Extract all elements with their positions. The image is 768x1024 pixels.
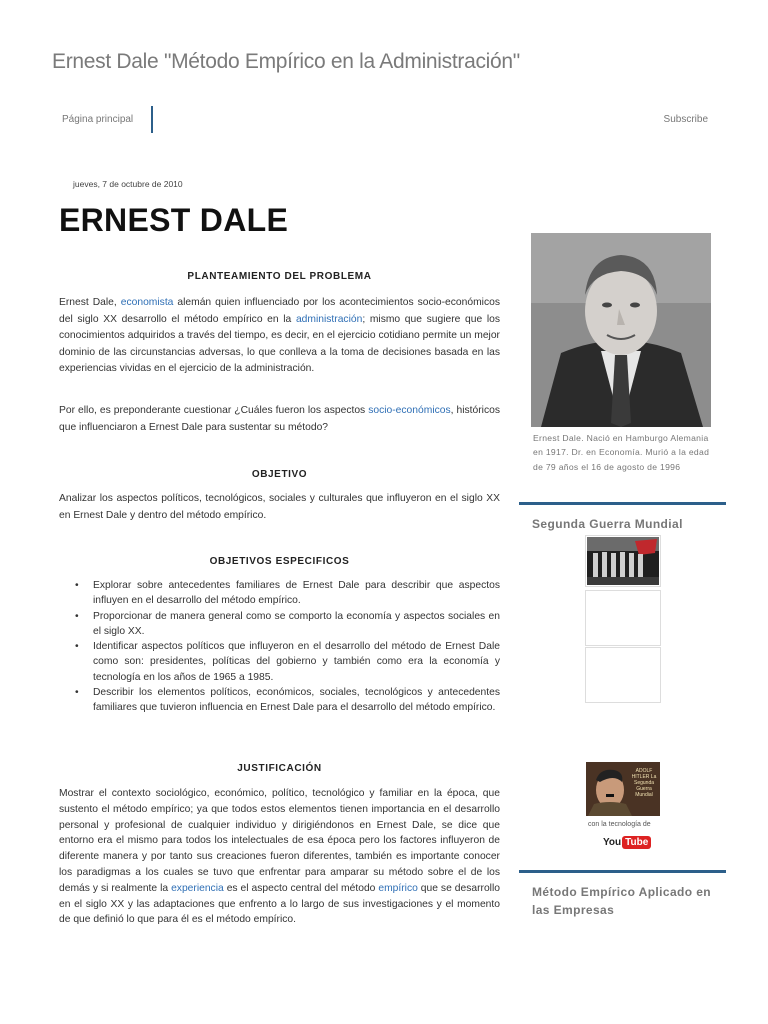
- list-item-text: Describir los elementos políticos, económicos, sociales, tecnológicos y antecedentes familiares que tuvieron influencia en Ernest Dale para el desarrollo del método empírico.: [93, 687, 500, 714]
- paragraph-justificacion: [59, 786, 500, 928]
- section-heading-especificos: OBJETIVOS ESPECIFICOS: [209, 556, 350, 567]
- soldiers-image: [587, 537, 659, 585]
- text-fragment: ; mismo que sugiere que los conocimientos adquiridos a través del tiempo, es decir, en el ejercicio cotidiano permite un mejor dominio de las circunstancias adversas, lo que conlleva a la toma de decisiones basada en las experiencias vividas en el ejercicio de la administración.: [59, 313, 500, 374]
- post-date: jueves, 7 de octubre de 2010: [73, 179, 183, 189]
- nav-bar: [0, 106, 768, 134]
- paragraph-objetivo: Analizar los aspectos políticos, tecnológicos, sociales y culturales que influyeron en el siglo XX en Ernest Dale y dentro del método empírico.: [59, 493, 500, 521]
- paragraph-cuestion: [59, 403, 500, 436]
- subscribe-link[interactable]: Subscribe: [663, 114, 708, 125]
- section-heading-planteamiento: PLANTEAMIENTO DEL PROBLEMA: [187, 271, 372, 282]
- youtube-logo[interactable]: [602, 834, 651, 850]
- link-empirico[interactable]: empírico: [378, 882, 418, 894]
- text-fragment: que se desarrollo en el siglo XX y las adaptaciones que enfrento a lo largo de sus investigaciones y el momento de que definió lo que para él es el método empírico.: [59, 882, 500, 926]
- widget-title-segunda-guerra: Segunda Guerra Mundial: [532, 517, 683, 531]
- photo-caption: Ernest Dale. Nació en Hamburgo Alemania en 1917. Dr. en Economía. Murió a la edad de 79 años el 16 de agosto de 1996: [533, 433, 710, 472]
- blog-title[interactable]: Ernest Dale "Método Empírico en la Administración": [52, 50, 520, 73]
- list-item: [59, 578, 500, 609]
- text-fragment: Ernest Dale,: [59, 297, 121, 308]
- widget-title-metodo-empirico: Método Empírico Aplicado en las Empresas: [532, 885, 712, 917]
- text-fragment: alemán quien influenciado por los acontecimientos socio-económicos del siglo XX desarrollo el método empírico en la: [59, 297, 500, 325]
- paragraph-planteamiento: [59, 295, 500, 378]
- video-thumbnail-3[interactable]: [585, 647, 661, 703]
- portrait-illustration: [531, 233, 711, 427]
- link-experiencia[interactable]: experiencia: [171, 882, 224, 894]
- list-item: [59, 639, 500, 685]
- link-administracion[interactable]: administración: [295, 313, 363, 325]
- hitler-video-thumbnail[interactable]: [586, 762, 660, 816]
- video-thumbnail-2[interactable]: [585, 590, 661, 646]
- post-title: ERNEST DALE: [59, 202, 289, 238]
- section-heading-objetivo: OBJETIVO: [251, 469, 308, 480]
- list-item-text: Proporcionar de manera general como se comporto la economía y aspectos sociales en el siglo XX.: [93, 610, 500, 637]
- text-fragment: Mostrar el contexto sociológico, económico, político, tecnológico y familiar en la época, que sustento el método empírico; ya que todos estos elementos tienen importancia en el desarrollo personal y profesional de cualquier individuo y dirigiéndonos en Ernest Dale, se dice que entorno era el mismo para todos los intelectuales de esa época pero los factores influyeron de diferente manera y por tanto sus creaciones fueron diferentes, también es importante conocer los paradigmas a los cuales se tuvo que enfrentar para amparar su método sobre el de los demás y si realmente la: [59, 788, 500, 894]
- bullet-icon: •: [75, 687, 79, 699]
- list-item: [59, 685, 500, 716]
- youtube-logo-tube: Tube: [622, 836, 651, 849]
- youtube-logo-you: You: [603, 836, 622, 848]
- video-label: ADOLF HITLER La Segunda Guerra Mundial: [631, 768, 657, 798]
- list-item: [59, 609, 500, 640]
- ernest-dale-photo: [531, 233, 711, 427]
- sidebar-divider: [519, 502, 726, 505]
- bullet-icon: •: [75, 580, 79, 591]
- list-item-text: Explorar sobre antecedentes familiares de Ernest Dale para describir que aspectos influyen en el desarrollo del método empírico.: [93, 580, 500, 607]
- link-socio-economicos[interactable]: socio-económicos: [368, 405, 451, 416]
- text-fragment: , históricos que influenciaron a Ernest Dale para sustentar su método?: [59, 405, 500, 433]
- list-item-text: Identificar aspectos políticos que influyeron en el desarrollo del método de Ernest Dale como son: presidentes, políticas del gobierno y también como era la economía y tecnología en los años de 1965 a 1985.: [93, 641, 500, 683]
- nav-home-link[interactable]: Página principal: [62, 114, 134, 125]
- video-thumbnail-1-image[interactable]: [587, 537, 659, 585]
- nav-divider: [151, 106, 153, 133]
- bullet-icon: •: [75, 610, 79, 622]
- sidebar-divider: [519, 870, 726, 873]
- youtube-tech-label: con la tecnología de: [588, 821, 651, 828]
- link-economista[interactable]: economista: [120, 297, 174, 308]
- text-fragment: Por ello, es preponderante cuestionar ¿Cuáles fueron los aspectos: [59, 405, 369, 416]
- bullet-icon: •: [75, 641, 79, 653]
- objectives-list: [59, 578, 500, 716]
- section-heading-justificacion: JUSTIFICACIÓN: [237, 763, 322, 774]
- text-fragment: es el aspecto central del método: [223, 882, 379, 894]
